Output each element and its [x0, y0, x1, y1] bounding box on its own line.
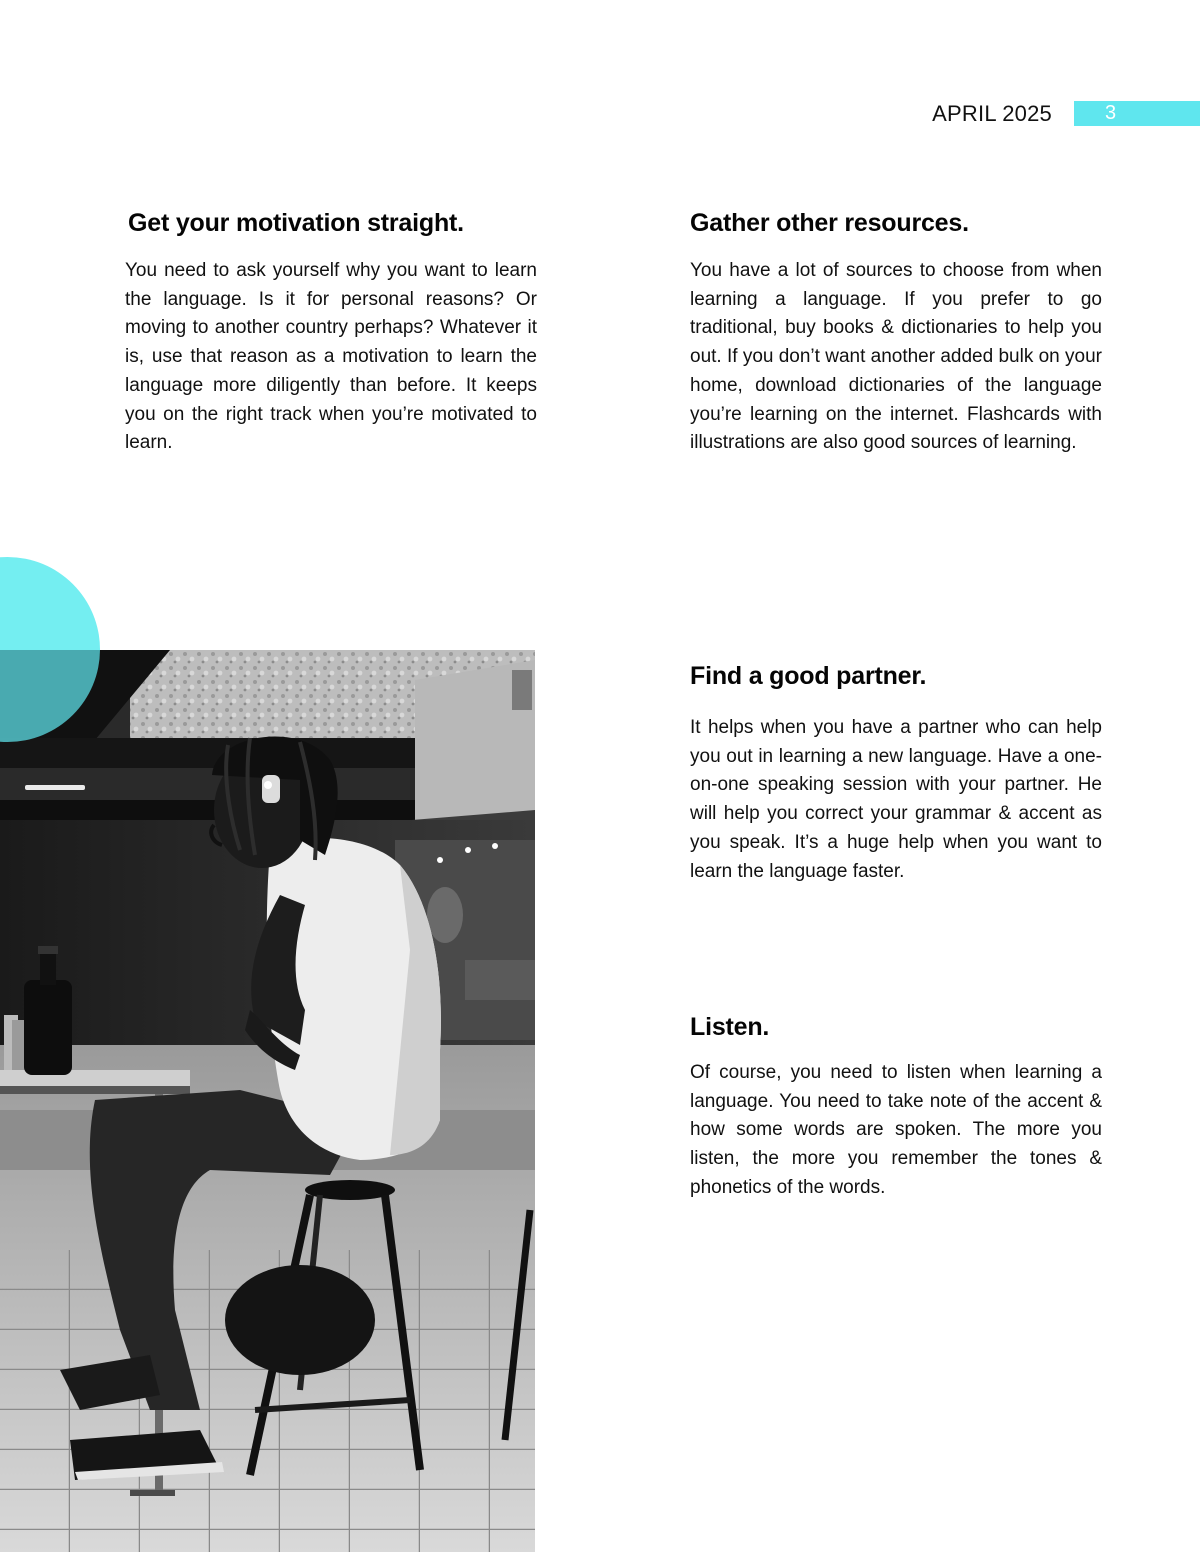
section-title: Listen. [690, 1013, 770, 1041]
section-body: You have a lot of sources to choose from when learning a language. If you prefer to go traditional, buy books & dictionaries to help you out. If you don’t want another added bulk on your home, download dictionaries of the language you’re learning on the internet. Flashcards with illustrations are also good sources of learning. [690, 260, 1102, 454]
section-title: Gather other resources. [690, 209, 969, 237]
article-photo [0, 650, 535, 1552]
section-partner [690, 661, 1102, 886]
section-title: Get your motivation straight. [128, 209, 464, 237]
issue-date: APRIL 2025 [932, 101, 1052, 126]
page-number-tab: 3 [1074, 101, 1200, 126]
section-resources [690, 208, 1102, 458]
section-body: Of course, you need to listen when learning a language. You need to take note of the accent & how some words are spoken. The more you listen, the more you remember the tones & phonetics of the words. [690, 1062, 1102, 1198]
section-body: You need to ask yourself why you want to learn the language. Is it for personal reasons? Or moving to another country perhaps? Whatever it is, use that reason as a motivation to learn the language more diligently than before. It keeps you on the right track when you’re motivated to learn. [125, 260, 537, 454]
section-title: Find a good partner. [690, 662, 927, 690]
section-motivation [125, 208, 537, 458]
section-body: It helps when you have a partner who can help you out in learning a new language. Have a one-on-one speaking session with your partner. He will help you correct your grammar & accent as you speak. It’s a huge help when you want to learn the language faster. [690, 717, 1102, 882]
section-listen [690, 1012, 1102, 1203]
